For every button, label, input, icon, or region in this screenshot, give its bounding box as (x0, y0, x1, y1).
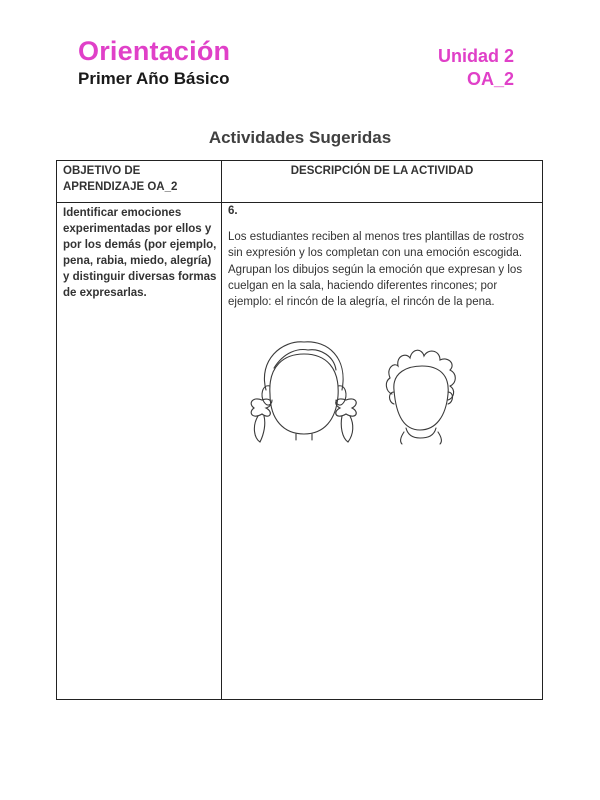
face-templates-illustration (244, 338, 474, 448)
oa-label: OA_2 (466, 69, 514, 89)
description-column-header: DESCRIPCIÓN DE LA ACTIVIDAD (290, 165, 474, 177)
boy-face-template (386, 350, 455, 444)
page-subtitle: Primer Año Básico (78, 69, 230, 88)
table-column-divider (221, 161, 222, 699)
objective-text: Identificar emociones experimentadas por ellos y por los demás (por ejemplo, pena, rabia, miedo, alegría) y distinguir diversas formas de expresarlas. (63, 207, 217, 299)
page-title: Orientación (78, 36, 231, 66)
activity-description: Los estudiantes reciben al menos tres plantillas de rostros sin expresión y los completan con una emoción escogida. Agrupan los dibujos según la emoción que expresan y los cuelgan en la sala, haciendo diferentes rincones; por ejemplo: el rincón de la alegría, el rincón de la pena. (228, 231, 524, 309)
section-title: Actividades Sugeridas (208, 128, 392, 147)
unit-label: Unidad 2 (437, 46, 514, 66)
activity-number: 6. (228, 205, 238, 217)
objective-column-header: OBJETIVO DE APRENDIZAJE OA_2 (63, 165, 178, 193)
table-header-divider (57, 202, 542, 203)
girl-face-template (251, 342, 356, 442)
